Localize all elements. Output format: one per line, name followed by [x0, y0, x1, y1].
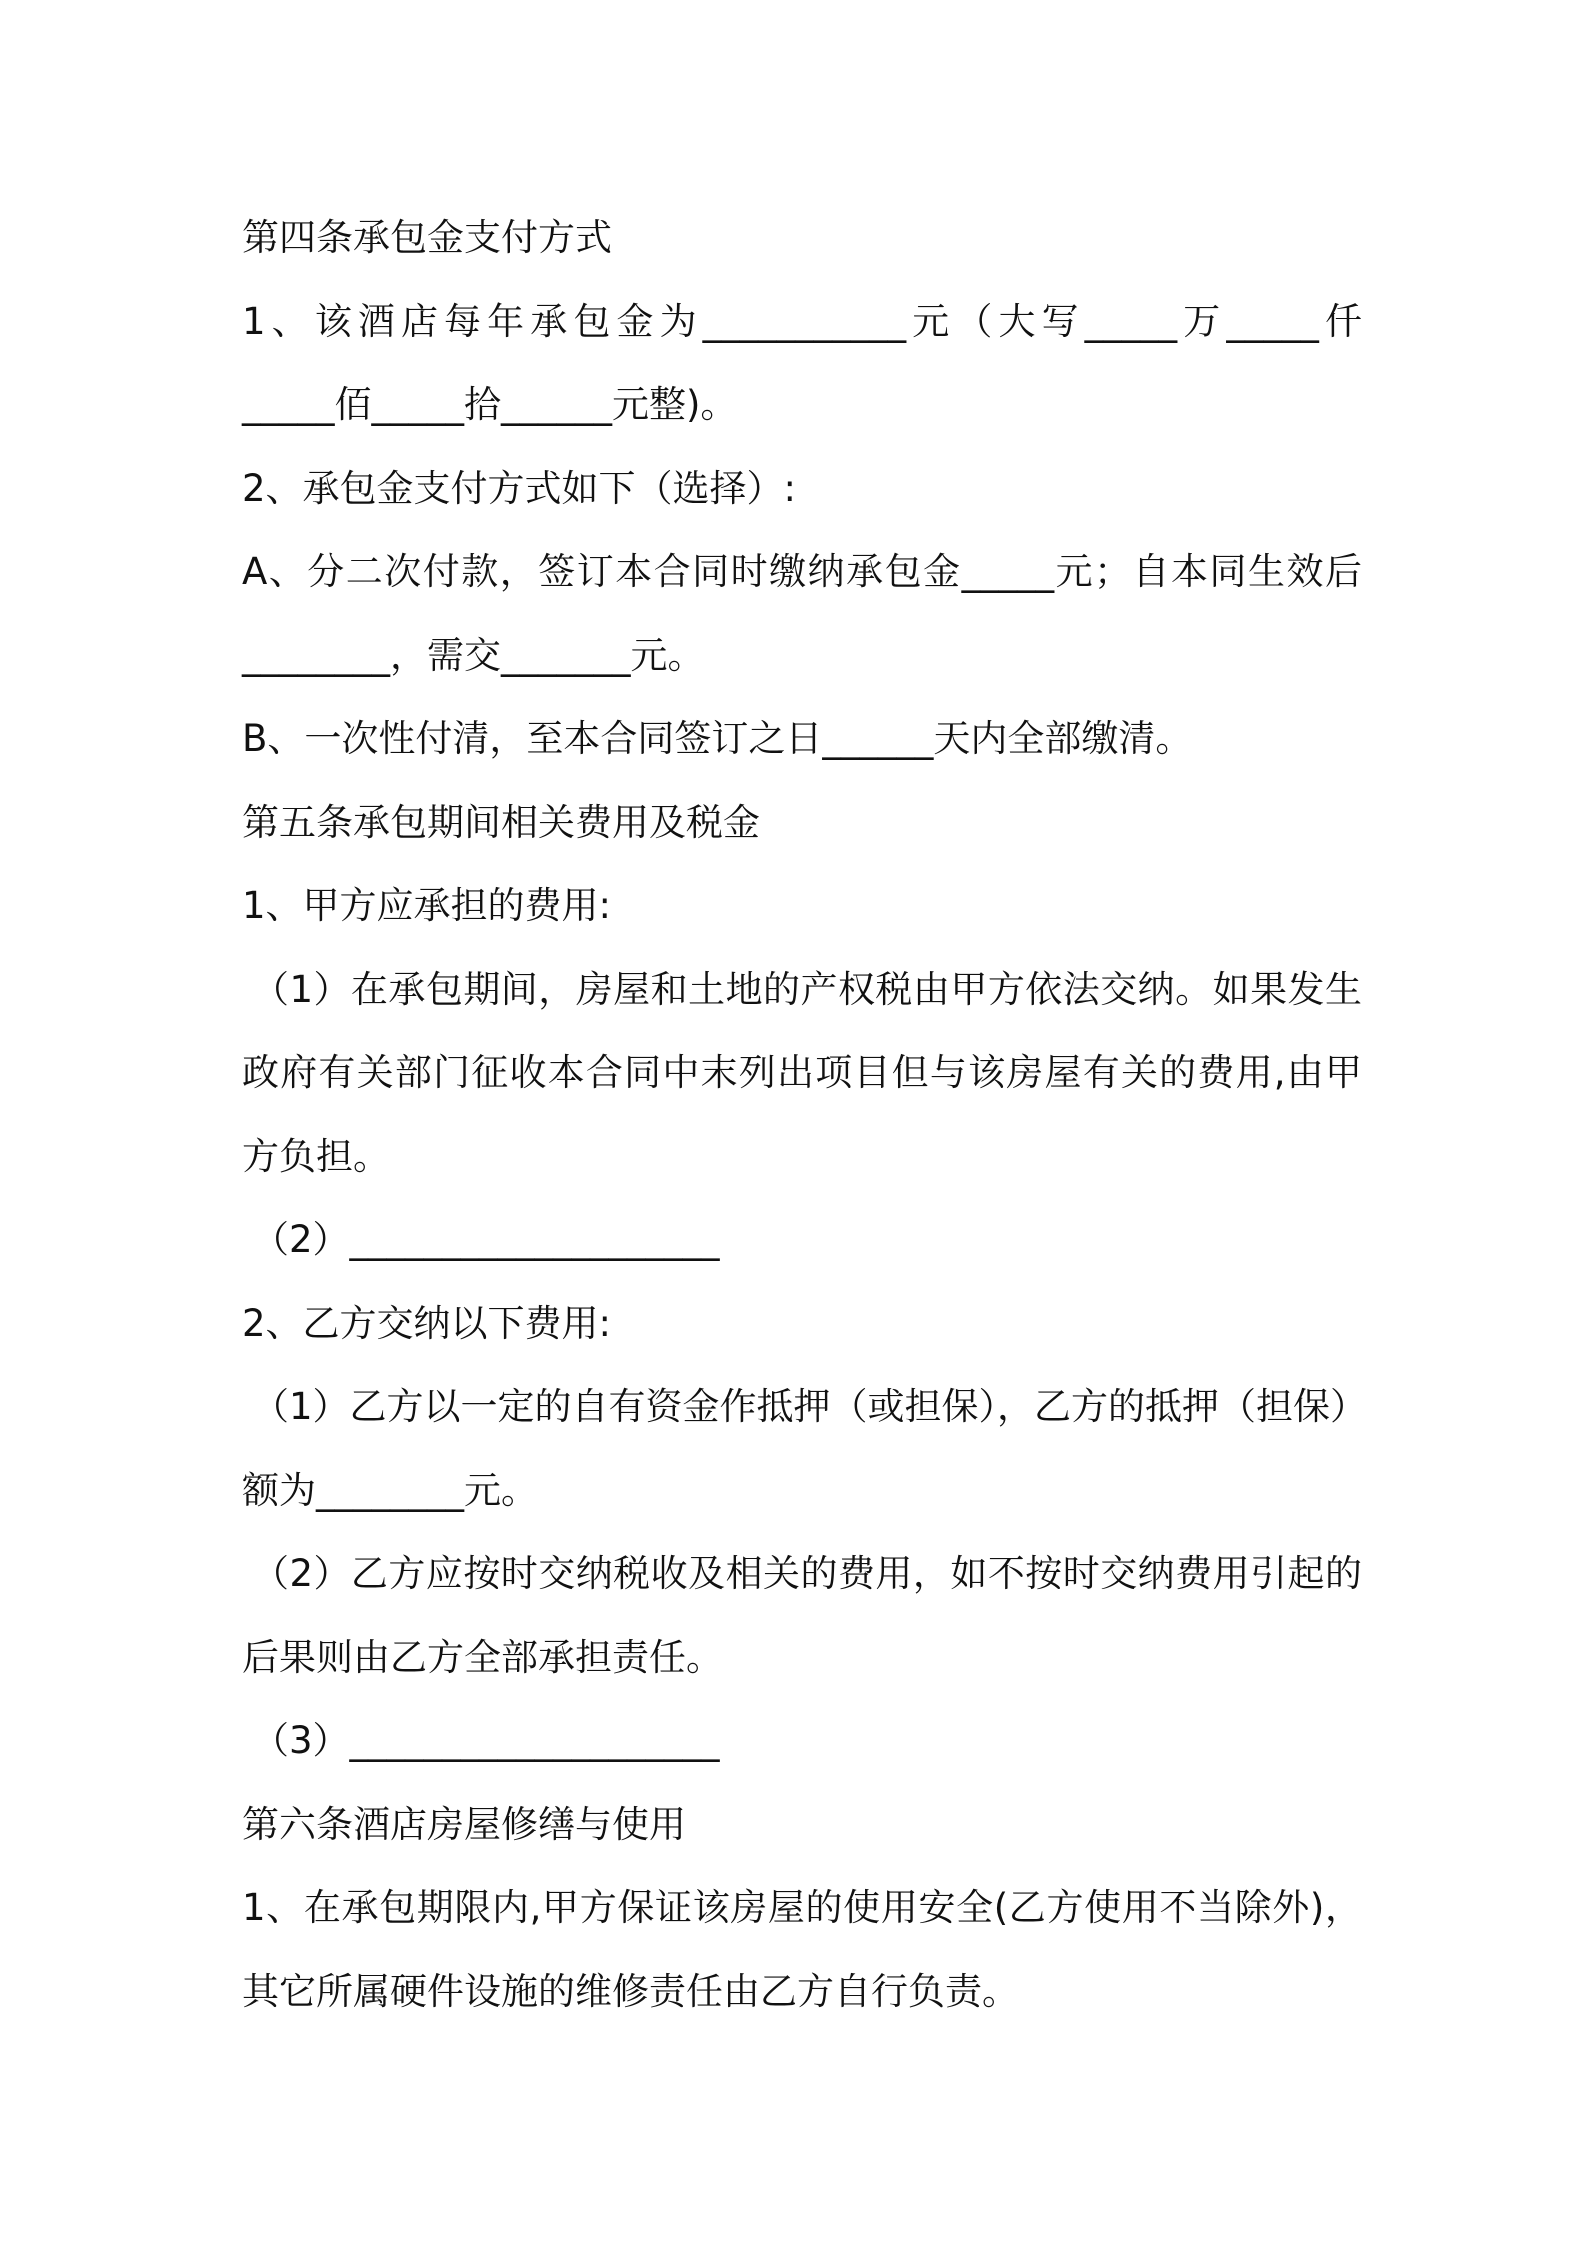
- article-4-option-a: A、分二次付款，签订本合同时缴纳承包金_____元；自本同生效后: [242, 550, 1362, 593]
- article-4-option-a-cont: ________，需交_______元。: [242, 633, 705, 677]
- document-page: [242, 196, 1368, 2033]
- article-5-clause-2-item-1: （1）乙方以一定的自有资金作抵押（或担保），乙方的抵押（担保）: [252, 1385, 1368, 1428]
- article-5-clause-1: 1、甲方应承担的费用:: [242, 884, 612, 927]
- article-4-clause-1: 1、该酒店每年承包金为___________元（大写_____万_____仟: [242, 299, 1362, 343]
- article-5-clause-1-item-2: （2）____________________: [252, 1218, 720, 1261]
- article-5-clause-2: 2、乙方交纳以下费用:: [242, 1301, 612, 1345]
- article-5-clause-1-item-1-cont: 政府有关部门征收本合同中末列出项目但与该房屋有关的费用,由甲: [242, 1051, 1362, 1094]
- article-5-clause-1-item-1-end: 方负担。: [242, 1134, 390, 1178]
- article-4-heading: 第四条承包金支付方式: [242, 216, 612, 259]
- article-5-clause-2-item-2: （2）乙方应按时交纳税收及相关的费用，如不按时交纳费用引起的: [252, 1552, 1362, 1595]
- article-4-option-b: B、一次性付清，至本合同签订之日______天内全部缴清。: [242, 717, 1193, 760]
- article-5-clause-2-item-3: （3）____________________: [252, 1719, 720, 1762]
- article-5-clause-2-item-1-cont: 额为________元。: [242, 1468, 538, 1512]
- article-4-clause-2: 2、承包金支付方式如下（选择）:: [242, 466, 797, 510]
- article-5-heading: 第五条承包期间相关费用及税金: [242, 800, 760, 844]
- article-6-clause-1-cont: 其它所属硬件设施的维修责任由乙方自行负责。: [242, 1969, 1019, 2013]
- article-5-clause-2-item-2-cont: 后果则由乙方全部承担责任。: [242, 1635, 723, 1679]
- article-5-clause-1-item-1: （1）在承包期间，房屋和土地的产权税由甲方依法交纳。如果发生: [252, 967, 1362, 1011]
- article-6-clause-1: 1、在承包期限内,甲方保证该房屋的使用安全(乙方使用不当除外)，: [242, 1886, 1362, 1929]
- article-6-heading: 第六条酒店房屋修缮与使用: [242, 1802, 686, 1846]
- article-4-clause-1-cont: _____佰_____拾______元整)。: [242, 383, 738, 426]
